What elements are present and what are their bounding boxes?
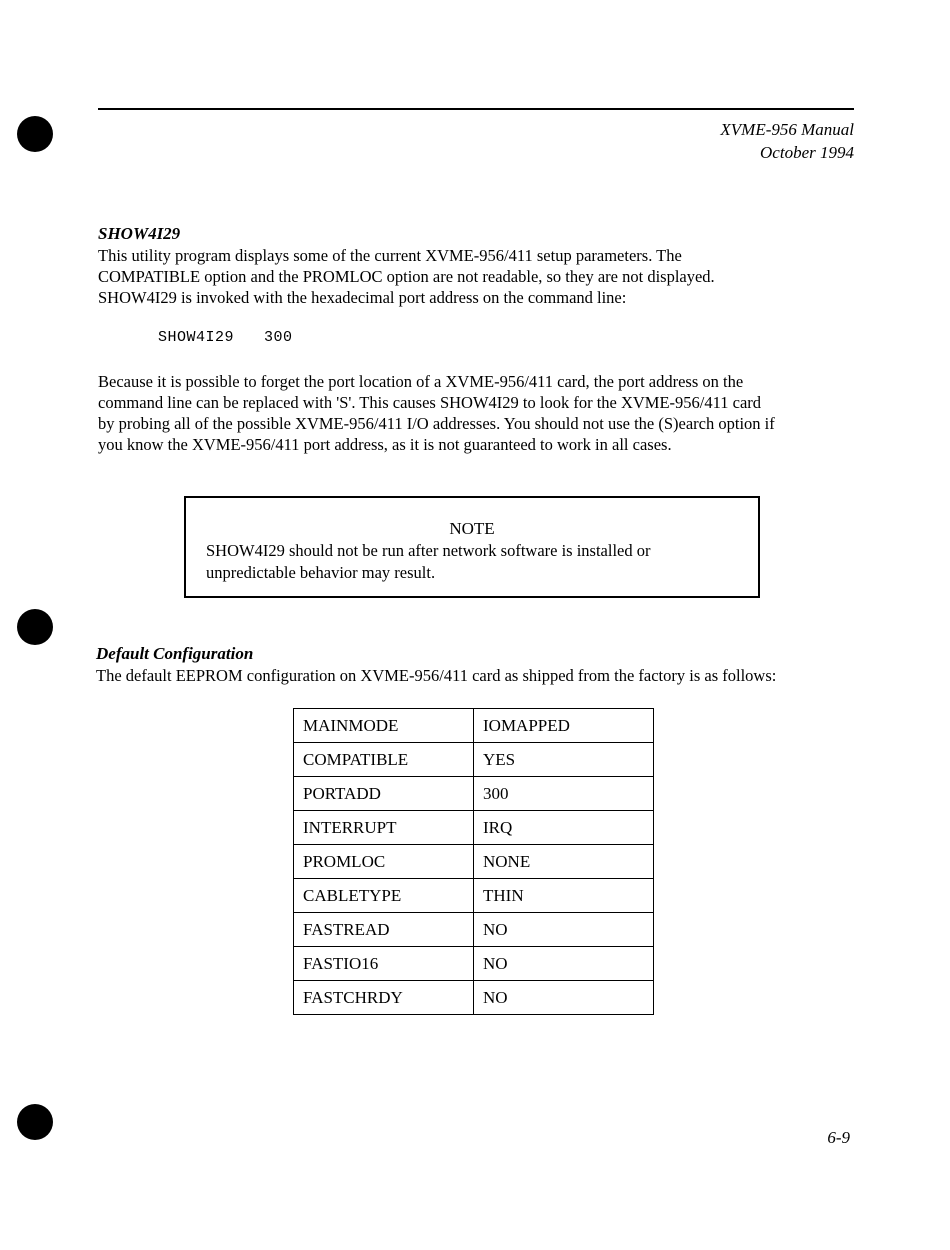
config-parameter-name: COMPATIBLE [294,743,474,777]
manual-title: XVME-956 Manual [720,120,854,139]
config-parameter-name: FASTREAD [294,913,474,947]
table-row [294,981,654,1015]
config-parameter-name: FASTCHRDY [294,981,474,1015]
table-row [294,845,654,879]
show4i29-intro: This utility program displays some of the current XVME-956/411 setup parameters. The COMPATIBLE option and the PROMLOC option are not readable, so they are not displayed. SHOW4I29 is invoked with the hexadecimal port address on the command line: [98,246,715,307]
config-parameter-value: THIN [474,879,654,913]
config-parameter-name: INTERRUPT [294,811,474,845]
note-box [184,496,760,598]
section-title-default-config: Default Configuration [96,644,254,663]
table-row [294,913,654,947]
config-parameter-value: IRQ [474,811,654,845]
page-header [720,118,854,164]
table-row [294,777,654,811]
table-row [294,743,654,777]
page-number: 6-9 [827,1128,850,1147]
table-row [294,811,654,845]
search-option-section [98,371,858,455]
binder-hole-top [17,116,53,152]
config-parameter-value: 300 [474,777,654,811]
config-parameter-name: CABLETYPE [294,879,474,913]
show4i29-section [98,223,858,308]
default-config-intro: The default EEPROM configuration on XVME-956/411 card as shipped from the factory is as follows: [96,666,777,685]
config-parameter-value: NO [474,947,654,981]
header-rule [98,108,854,110]
command-argument: 300 [264,329,293,346]
table-row [294,709,654,743]
command-example [158,329,293,346]
config-parameter-value: NONE [474,845,654,879]
config-parameter-name: PORTADD [294,777,474,811]
config-parameter-value: IOMAPPED [474,709,654,743]
default-config-section [96,643,856,686]
config-parameter-name: PROMLOC [294,845,474,879]
note-title: NOTE [449,519,495,538]
table-row [294,947,654,981]
binder-hole-middle [17,609,53,645]
config-parameter-value: NO [474,981,654,1015]
config-parameter-name: FASTIO16 [294,947,474,981]
search-option-paragraph: Because it is possible to forget the port location of a XVME-956/411 card, the port address on the command line can be replaced with 'S'. This causes SHOW4I29 to look for the XVME-956/411 card by probing all of the possible XVME-956/411 I/O addresses. You should not use the (S)earch option if you know the XVME-956/411 port address, as it is not guaranteed to work in all cases. [98,372,775,454]
table-row [294,879,654,913]
binder-hole-bottom [17,1104,53,1140]
default-config-table [293,708,654,1015]
command-name: SHOW4I29 [158,329,235,346]
config-parameter-name: MAINMODE [294,709,474,743]
note-text: SHOW4I29 should not be run after network software is installed or unpredictable behavior may result. [206,541,651,582]
config-parameter-value: NO [474,913,654,947]
config-parameter-value: YES [474,743,654,777]
manual-date: October 1994 [760,143,854,162]
section-title-show4i29: SHOW4I29 [98,224,181,243]
